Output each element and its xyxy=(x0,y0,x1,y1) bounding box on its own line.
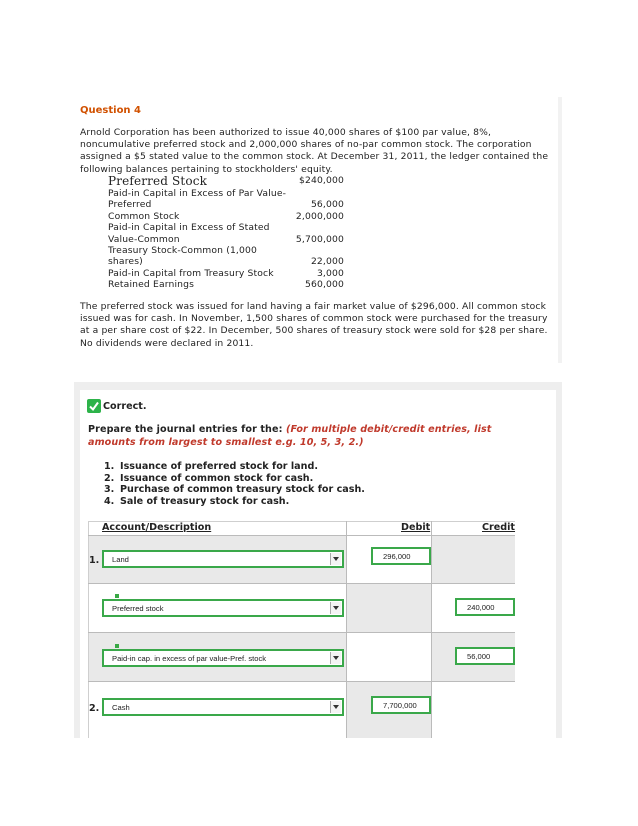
intro-line: following balances pertaining to stockholders' equity. xyxy=(80,163,333,175)
list-item: 4. Sale of treasury stock for cash. xyxy=(104,495,290,507)
entry-number: 1. xyxy=(89,555,100,566)
debit-input[interactable]: 7,700,000 xyxy=(371,696,431,714)
status-correct: Correct. xyxy=(103,401,147,412)
checkmark-icon xyxy=(87,399,101,413)
debit-input[interactable]: 296,000 xyxy=(371,547,431,565)
question-closing xyxy=(80,301,560,350)
header-account: Account/Description xyxy=(102,522,212,533)
divider xyxy=(88,632,515,633)
list-item: 2. Issuance of common stock for cash. xyxy=(104,472,314,484)
header-credit: Credit xyxy=(482,522,516,533)
table-cell xyxy=(432,682,515,738)
divider xyxy=(431,521,432,738)
closing-line: No dividends were declared in 2011. xyxy=(80,337,254,349)
divider xyxy=(346,521,347,738)
instruction-note: (For multiple debit/credit entries, list amounts from largest to smallest e.g. 10, 5, 3, 2.) xyxy=(88,424,492,448)
divider xyxy=(88,681,515,682)
ledger-row: Paid-in Capital in Excess of Stated xyxy=(108,222,270,234)
indent-marker xyxy=(115,644,119,648)
account-select[interactable]: Cash xyxy=(102,698,344,716)
ledger-row: shares) 22,000 xyxy=(108,256,344,268)
ledger-row: Paid-in Capital in Excess of Par Value- xyxy=(108,188,287,199)
instruction-prefix: Prepare the journal entries for the: xyxy=(88,424,286,435)
table-cell xyxy=(432,536,515,583)
chevron-down-icon[interactable] xyxy=(330,602,341,614)
ledger-row: Retained Earnings 560,000 xyxy=(108,279,344,291)
account-select[interactable]: Land xyxy=(102,550,344,568)
task-list xyxy=(104,461,365,507)
intro-line: Arnold Corporation has been authorized to issue 40,000 shares of $100 par value, 8%, xyxy=(80,127,492,138)
divider xyxy=(88,535,515,536)
ledger-row: Treasury Stock-Common (1,000 xyxy=(108,245,257,257)
chevron-down-icon[interactable] xyxy=(330,553,341,565)
credit-input[interactable]: 240,000 xyxy=(455,598,515,616)
ledger-row: Common Stock 2,000,000 xyxy=(108,210,344,222)
ledger-row: Paid-in Capital from Treasury Stock 3,000 xyxy=(108,267,344,279)
credit-input[interactable]: 56,000 xyxy=(455,647,515,665)
intro-line: assigned a $5 stated value to the common stock. At December 31, 2011, the ledger contained the xyxy=(80,151,549,163)
list-item: 1. Issuance of preferred stock for land. xyxy=(104,461,318,472)
ledger-row: Preferred Stock $240,000 xyxy=(108,174,344,188)
chevron-down-icon[interactable] xyxy=(330,652,341,664)
entry-number: 2. xyxy=(89,703,100,714)
ledger-row: Value-Common 5,700,000 xyxy=(108,233,344,245)
account-select[interactable]: Preferred stock xyxy=(102,599,344,617)
question-intro xyxy=(80,127,560,176)
table-cell xyxy=(347,633,431,681)
question-title: Question 4 xyxy=(80,105,141,116)
indent-marker xyxy=(115,594,119,598)
table-cell xyxy=(347,584,431,632)
closing-line: The preferred stock was issued for land having a fair market value of $296,000. All common stock xyxy=(80,301,547,312)
chevron-down-icon[interactable] xyxy=(330,701,341,713)
divider xyxy=(88,583,515,584)
list-item: 3. Purchase of common treasury stock for cash. xyxy=(104,484,365,495)
ledger-row: Preferred 56,000 xyxy=(108,199,344,211)
account-select[interactable]: Paid-in cap. in excess of par value-Pref. stock xyxy=(102,649,344,667)
instructions xyxy=(88,423,528,449)
closing-line: at a per share cost of $22. In December, 500 shares of treasury stock were sold for $28 per share. xyxy=(80,325,548,337)
intro-line: noncumulative preferred stock and 2,000,000 shares of no-par common stock. The corporation xyxy=(80,139,532,151)
header-debit: Debit xyxy=(401,522,431,533)
closing-line: issued was for cash. In November, 1,500 shares of common stock were purchased for the treasury xyxy=(80,313,548,325)
table-header xyxy=(88,521,515,535)
ledger-balances xyxy=(108,174,344,291)
